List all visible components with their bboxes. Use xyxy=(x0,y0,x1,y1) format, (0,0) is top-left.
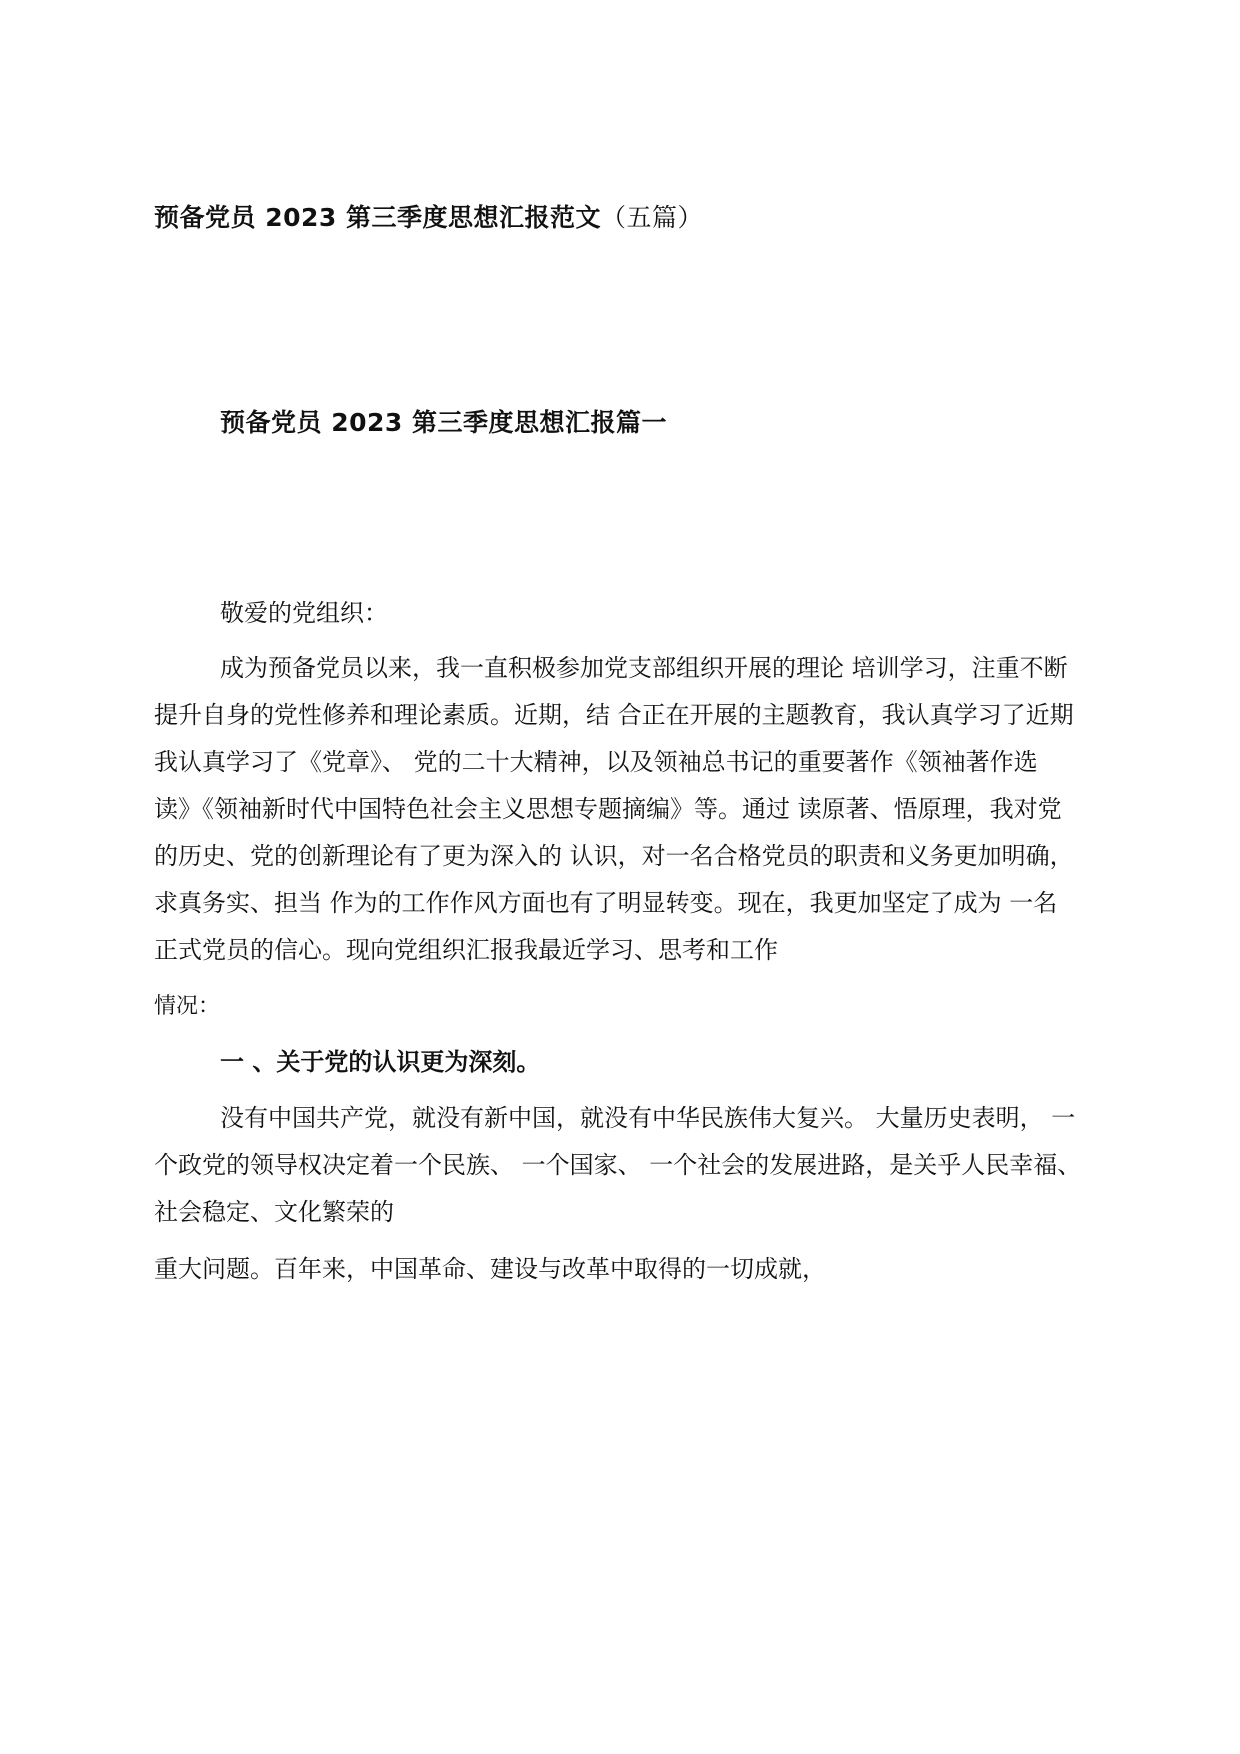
paragraph1-line: 求真务实、担当 作为的工作作风方面也有了明显转变。现在，我更加坚定了成为 一名 xyxy=(154,889,1058,917)
situation-label: 情况： xyxy=(154,994,221,1019)
section-title: 预备党员 2023 第三季度思想汇报篇一 xyxy=(220,408,667,437)
document-title-suffix: （五篇） xyxy=(601,203,704,232)
paragraph2-line: 社会稳定、文化繁荣的 xyxy=(154,1198,394,1226)
document-title-text: 预备党员 2023 第三季度思想汇报范文 xyxy=(154,203,601,232)
paragraph1-line: 提升自身的党性修养和理论素质。近期，结 合正在开展的主题教育，我认真学习了近期 xyxy=(154,701,1074,729)
paragraph1-line: 成为预备党员以来，我一直积极参加党支部组织开展的理论 培训学习，注重不断 xyxy=(220,654,1068,682)
paragraph3-line: 重大问题。百年来，中国革命、建设与改革中取得的一切成就， xyxy=(154,1255,826,1283)
paragraph1-line: 读》《领袖新时代中国特色社会主义思想专题摘编》等。通过 读原著、悟原理，我对党 xyxy=(154,795,1062,823)
paragraph1-line: 的历史、党的创新理论有了更为深入的 认识，对一名合格党员的职责和义务更加明确， xyxy=(154,842,1074,870)
paragraph1-line: 正式党员的信心。现向党组织汇报我最近学习、思考和工作 xyxy=(154,936,778,964)
document-title xyxy=(154,198,703,234)
paragraph2-line: 没有中国共产党，就没有新中国，就没有中华民族伟大复兴。 大量历史表明， 一 xyxy=(220,1104,1076,1132)
paragraph1-line: 我认真学习了《党章》、 党的二十大精神，以及领袖总书记的重要著作《领袖著作选 xyxy=(154,748,1038,776)
salutation: 敬爱的党组织： xyxy=(220,599,388,627)
paragraph2-line: 个政党的领导权决定着一个民族、 一个国家、 一个社会的发展进路，是关乎人民幸福、 xyxy=(154,1151,1082,1179)
section-heading-1: 一 、关于党的认识更为深刻。 xyxy=(220,1048,541,1076)
